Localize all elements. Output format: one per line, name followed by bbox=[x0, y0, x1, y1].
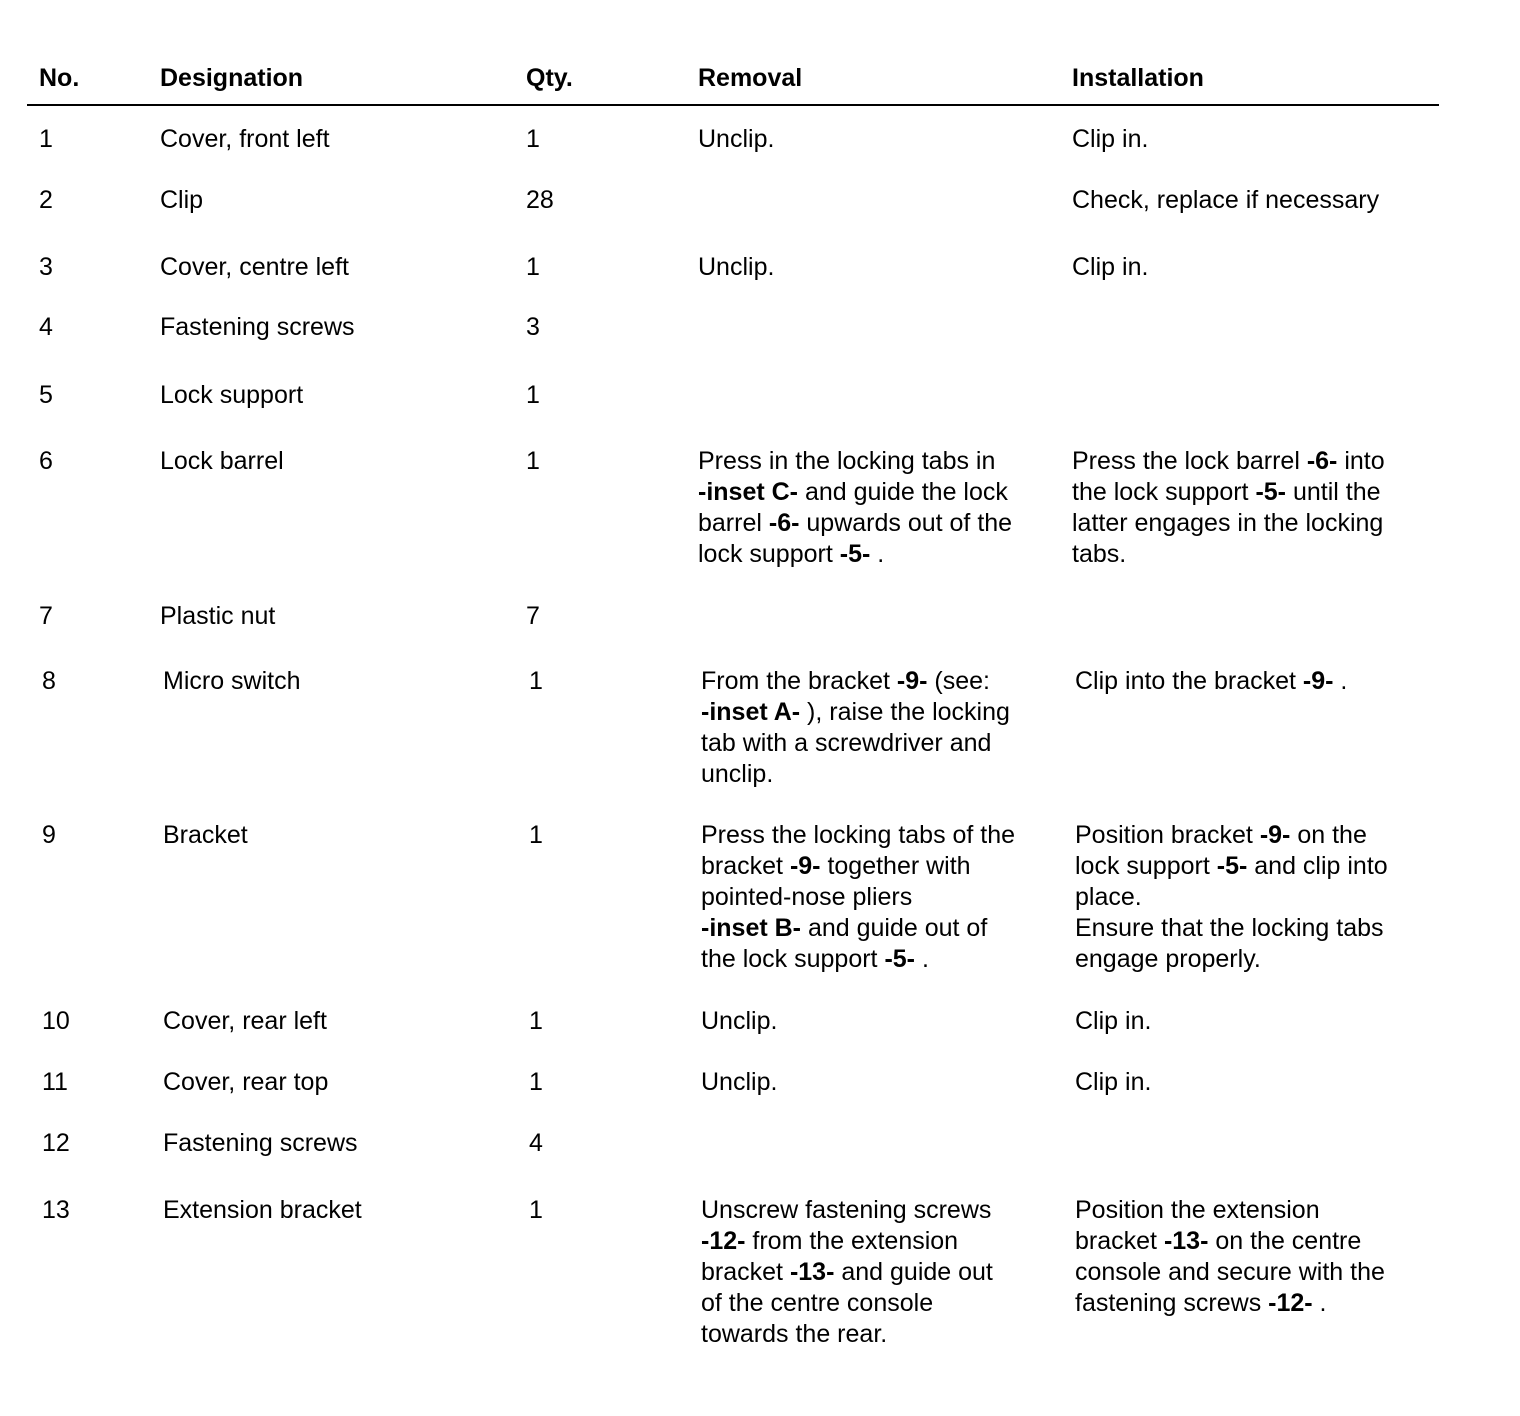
row-quantity: 1 bbox=[526, 381, 540, 409]
row-installation-line: engage properly. bbox=[1075, 945, 1261, 973]
row-designation: Fastening screws bbox=[163, 1129, 358, 1157]
row-number: 7 bbox=[39, 602, 53, 630]
row-installation-line: Check, replace if necessary bbox=[1072, 186, 1380, 214]
row-installation-line: bracket -13- on the centre bbox=[1075, 1227, 1362, 1255]
row-removal-line: unclip. bbox=[701, 760, 774, 788]
row-installation-line: Press the lock barrel -6- into bbox=[1072, 447, 1385, 475]
row-installation-line: Position the extension bbox=[1075, 1196, 1320, 1224]
row-installation bbox=[1075, 1195, 1385, 1319]
row-designation: Bracket bbox=[163, 821, 248, 849]
row-quantity: 1 bbox=[529, 821, 543, 849]
row-removal bbox=[701, 1006, 777, 1037]
row-number: 11 bbox=[42, 1068, 68, 1096]
row-installation-line: Ensure that the locking tabs bbox=[1075, 914, 1384, 942]
row-removal bbox=[701, 1195, 993, 1350]
row-number: 2 bbox=[39, 186, 53, 214]
row-removal-line: Unclip. bbox=[701, 1007, 778, 1035]
row-number: 13 bbox=[42, 1196, 70, 1224]
row-installation-line: Clip into the bracket -9- . bbox=[1075, 667, 1348, 695]
row-designation: Extension bracket bbox=[163, 1196, 362, 1224]
row-installation bbox=[1075, 666, 1347, 697]
row-designation: Lock support bbox=[160, 381, 304, 409]
row-removal-line: Press the locking tabs of the bbox=[701, 821, 1016, 849]
row-removal bbox=[701, 1067, 777, 1098]
row-quantity: 3 bbox=[526, 313, 540, 341]
row-removal-line: Unclip. bbox=[698, 125, 775, 153]
row-installation bbox=[1072, 446, 1385, 570]
row-installation-line: Position bracket -9- on the bbox=[1075, 821, 1367, 849]
row-quantity: 1 bbox=[529, 1068, 543, 1096]
header-no: No. bbox=[39, 64, 80, 92]
row-designation: Micro switch bbox=[163, 667, 301, 695]
row-designation: Cover, rear left bbox=[163, 1007, 327, 1035]
row-installation-line: the lock support -5- until the bbox=[1072, 478, 1381, 506]
row-removal-line: bracket -9- together with bbox=[701, 852, 971, 880]
row-removal-line: -inset B- and guide out of bbox=[701, 914, 988, 942]
row-designation: Lock barrel bbox=[160, 447, 284, 475]
row-designation: Cover, front left bbox=[160, 125, 330, 153]
row-designation: Plastic nut bbox=[160, 602, 276, 630]
row-removal bbox=[698, 252, 774, 283]
row-removal-line: Press in the locking tabs in bbox=[698, 447, 996, 475]
row-installation-line: latter engages in the locking bbox=[1072, 509, 1384, 537]
row-quantity: 1 bbox=[529, 1196, 543, 1224]
row-quantity: 1 bbox=[526, 447, 540, 475]
row-removal-line: -inset C- and guide the lock bbox=[698, 478, 1008, 506]
row-number: 1 bbox=[39, 125, 53, 153]
row-installation-line: Clip in. bbox=[1075, 1068, 1152, 1096]
row-removal-line: barrel -6- upwards out of the bbox=[698, 509, 1013, 537]
row-removal-line: tab with a screwdriver and bbox=[701, 729, 992, 757]
row-installation-line: console and secure with the bbox=[1075, 1258, 1385, 1286]
row-number: 8 bbox=[42, 667, 56, 695]
row-installation-line: Clip in. bbox=[1072, 253, 1149, 281]
table-header bbox=[27, 58, 1439, 106]
row-quantity: 4 bbox=[529, 1129, 543, 1157]
row-installation bbox=[1075, 1006, 1151, 1037]
row-number: 6 bbox=[39, 447, 53, 475]
row-quantity: 1 bbox=[526, 253, 540, 281]
header-installation: Installation bbox=[1072, 64, 1204, 92]
row-installation bbox=[1072, 252, 1148, 283]
row-removal-line: the lock support -5- . bbox=[701, 945, 929, 973]
row-removal bbox=[698, 124, 774, 155]
row-installation-line: Clip in. bbox=[1075, 1007, 1152, 1035]
row-designation: Cover, centre left bbox=[160, 253, 349, 281]
row-installation bbox=[1072, 124, 1148, 155]
row-installation-line: fastening screws -12- . bbox=[1075, 1289, 1327, 1317]
row-number: 5 bbox=[39, 381, 53, 409]
row-removal bbox=[701, 666, 1010, 790]
header-qty: Qty. bbox=[526, 64, 573, 92]
row-removal-line: Unclip. bbox=[701, 1068, 778, 1096]
row-removal-line: bracket -13- and guide out bbox=[701, 1258, 993, 1286]
row-number: 12 bbox=[42, 1129, 70, 1157]
row-removal-line: From the bracket -9- (see: bbox=[701, 667, 990, 695]
row-removal-line: -12- from the extension bbox=[701, 1227, 959, 1255]
row-number: 9 bbox=[42, 821, 56, 849]
header-removal: Removal bbox=[698, 64, 803, 92]
row-number: 3 bbox=[39, 253, 53, 281]
row-installation bbox=[1072, 185, 1379, 216]
row-installation bbox=[1075, 1067, 1151, 1098]
row-quantity: 1 bbox=[529, 1007, 543, 1035]
row-installation-line: place. bbox=[1075, 883, 1142, 911]
row-quantity: 1 bbox=[526, 125, 540, 153]
row-removal-line: -inset A- ), raise the locking bbox=[701, 698, 1010, 726]
row-installation-line: tabs. bbox=[1072, 540, 1127, 568]
row-quantity: 7 bbox=[526, 602, 540, 630]
row-removal bbox=[701, 820, 1015, 975]
row-installation-line: Clip in. bbox=[1072, 125, 1149, 153]
row-number: 4 bbox=[39, 313, 53, 341]
row-quantity: 1 bbox=[529, 667, 543, 695]
row-designation: Cover, rear top bbox=[163, 1068, 329, 1096]
row-designation: Fastening screws bbox=[160, 313, 355, 341]
row-removal-line: pointed-nose pliers bbox=[701, 883, 913, 911]
row-installation-line: lock support -5- and clip into bbox=[1075, 852, 1388, 880]
row-removal-line: Unclip. bbox=[698, 253, 775, 281]
row-removal-line: towards the rear. bbox=[701, 1320, 888, 1348]
row-removal-line: Unscrew fastening screws bbox=[701, 1196, 992, 1224]
header-designation: Designation bbox=[160, 64, 304, 92]
row-removal-line: lock support -5- . bbox=[698, 540, 885, 568]
row-designation: Clip bbox=[160, 186, 204, 214]
row-quantity: 28 bbox=[526, 186, 554, 214]
row-removal bbox=[698, 446, 1012, 570]
row-removal-line: of the centre console bbox=[701, 1289, 934, 1317]
row-installation bbox=[1075, 820, 1388, 975]
row-number: 10 bbox=[42, 1007, 70, 1035]
